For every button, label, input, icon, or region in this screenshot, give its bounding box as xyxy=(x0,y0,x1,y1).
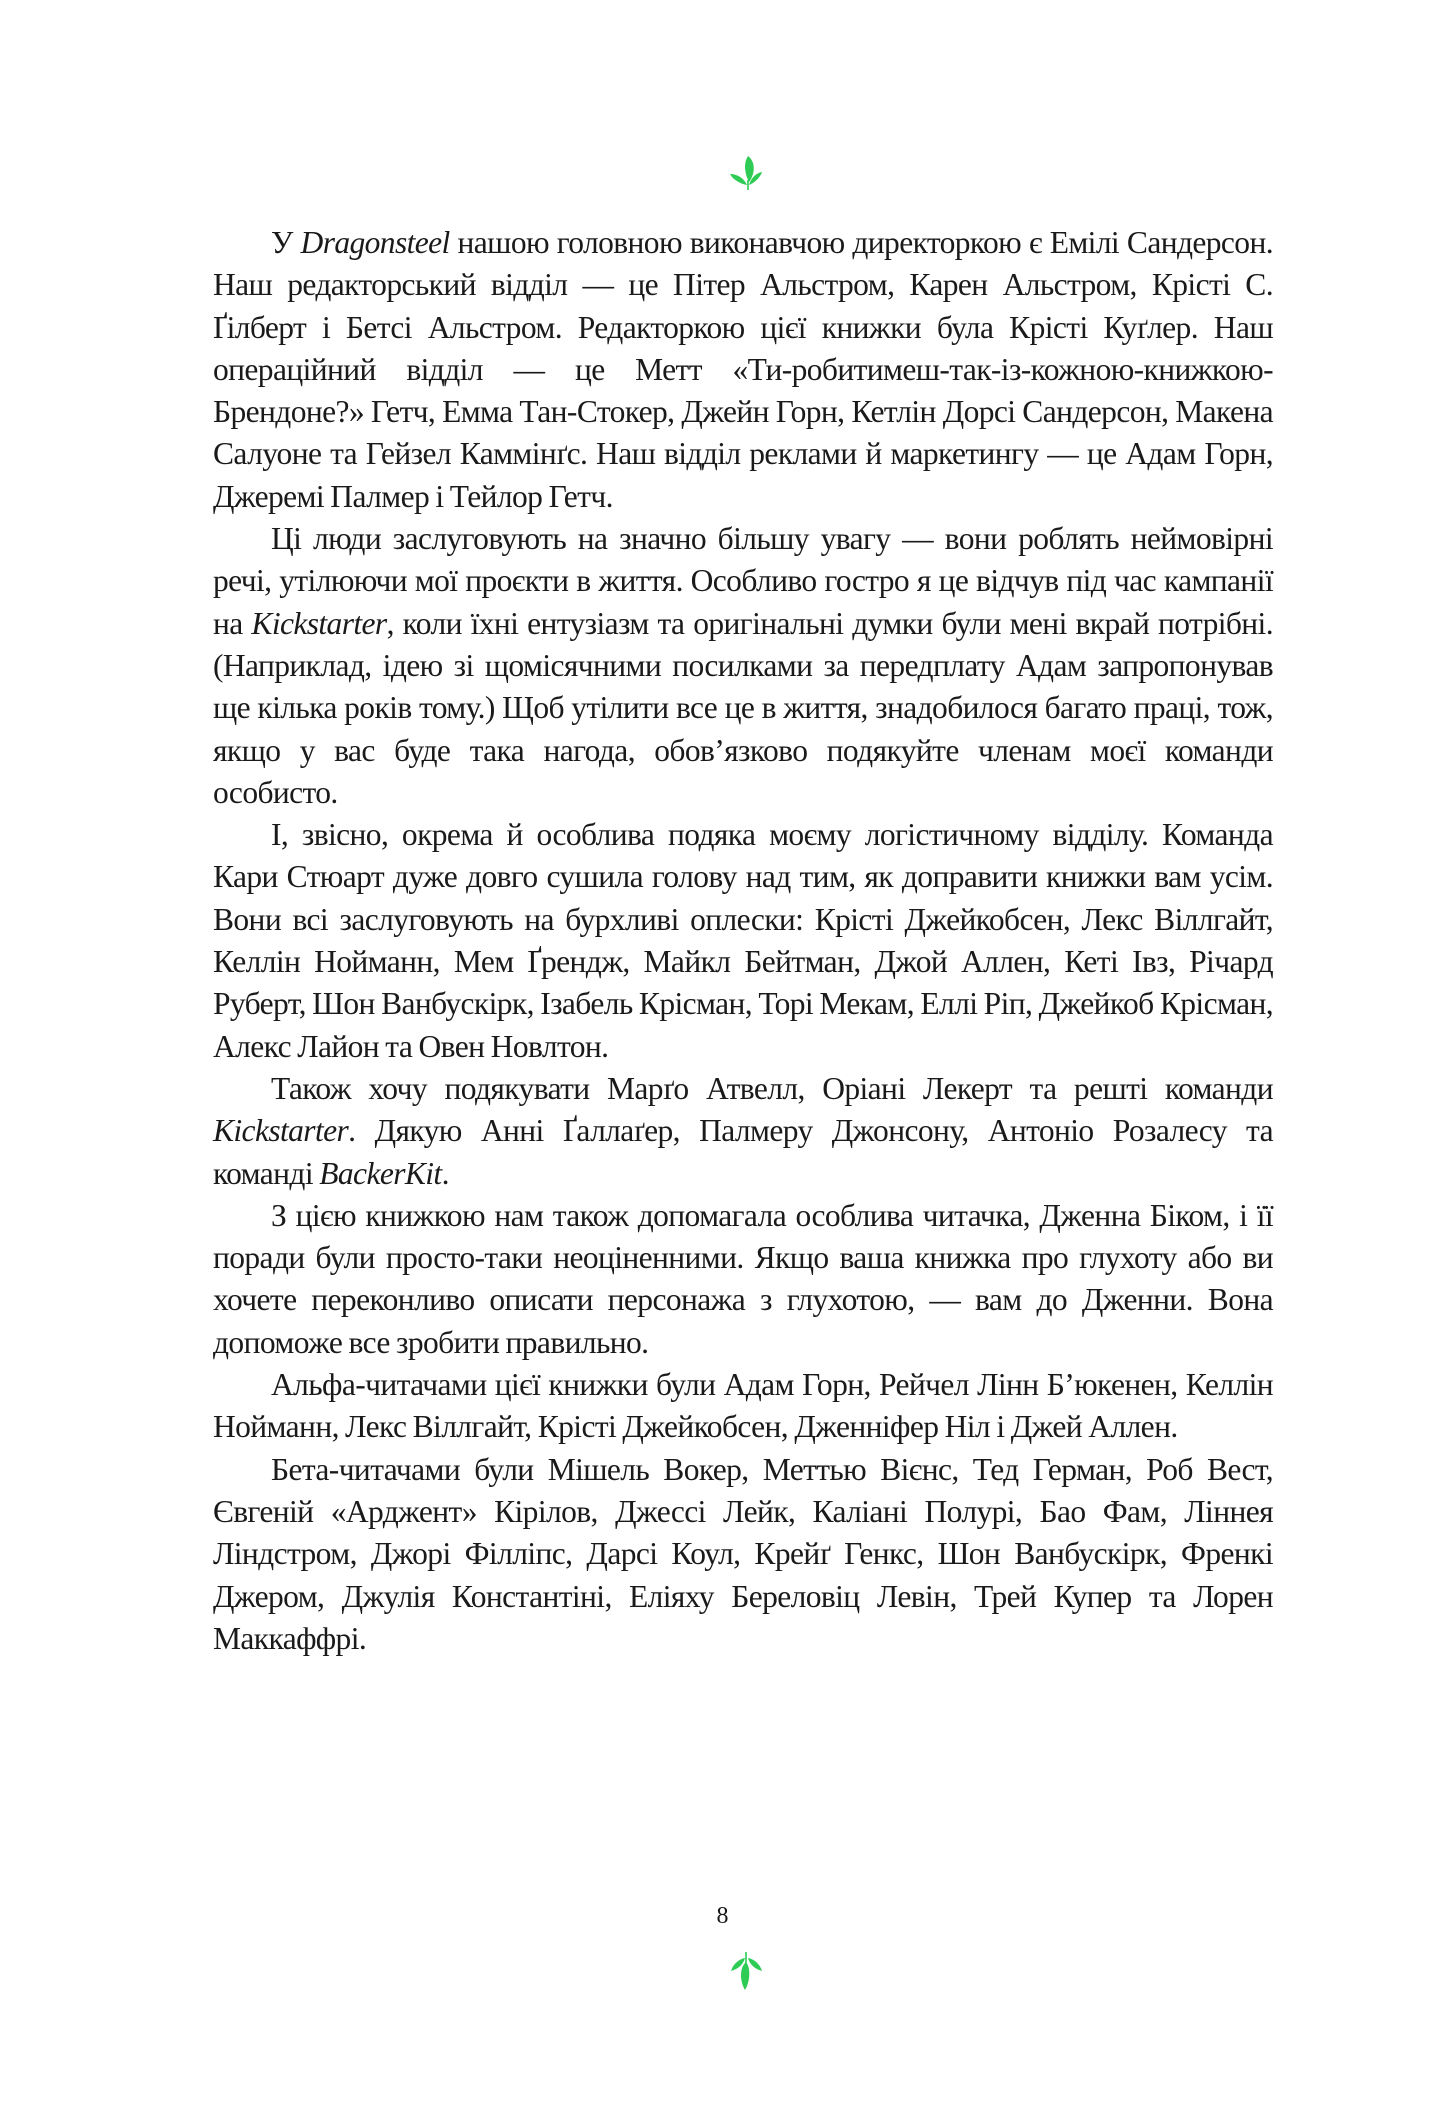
text-segment: І, звісно, окрема й особлива подяка моєму логістичному відділу. Команда Кари Стюарт дуже довго сушила голову над тим, як доправити книжки вам усім. Вони всі заслуговують на бурхливі оплески: Крісті Джейкобсен, Лекс Віллгайт, Келлін Нойманн, Мем Ґрендж, Майкл Бейтман, Джой Аллен, Кеті Івз, Річард Руберт, Шон Ванбускірк, Ізабель Крісман, Торі Мекам, Еллі Ріп, Джейкоб Крісман, Алекс Лайон та Овен Новлтон. xyxy=(213,817,1273,1064)
text-segment: Альфа-читачами цієї книжки були Адам Горн, Рейчел Лінн Б’юкенен, Келлін Нойманн, Лекс Віллгайт, Крісті Джейкобсен, Дженніфер Ніл і Джей Аллен. xyxy=(213,1367,1273,1445)
text-segment-italic: BackerKit xyxy=(319,1155,442,1191)
paragraph-beta-readers xyxy=(213,1449,1273,1660)
sprout-leaf-icon xyxy=(727,152,767,192)
text-segment: Також хочу подякувати Марґо Атвелл, Оріані Лекерт та решті команди xyxy=(271,1070,1273,1106)
text-segment: Ці люди заслуговують на значно більшу увагу — вони роблять неймовірні речі, утілюючи мої проєкти в життя. Особливо гостро я це відчув під час кампанії на xyxy=(213,521,1273,641)
text-segment: , коли їхні ентузіазм та оригінальні думки були мені вкрай потрібні. (Наприклад, ідею зі щомісячними посилками за передплату Адам запропонував ще кілька років тому.) Щоб утілити все це в життя, знадобилося багато праці, тож, якщо у вас буде така нагода, обов’язково подякуйте членам моєї команди особисто. xyxy=(213,605,1273,810)
paragraph-kickstarter-campaign xyxy=(213,518,1273,814)
sprout-leaf-inverted-icon xyxy=(727,1950,767,1994)
paragraph-kickstarter-backerkit xyxy=(213,1068,1273,1195)
paragraph-dragonsteel-team xyxy=(213,222,1273,518)
paragraph-logistics-team xyxy=(213,814,1273,1068)
text-segment: . xyxy=(441,1155,449,1191)
page-number: 8 xyxy=(716,1903,729,1929)
text-segment: У xyxy=(271,225,301,260)
document-body xyxy=(213,222,1273,1660)
text-segment-italic: Dragonsteel xyxy=(300,225,450,260)
paragraph-sensitivity-reader xyxy=(213,1195,1273,1364)
text-segment: Бета-читачами були Мішель Вокер, Меттью Вієнс, Тед Герман, Роб Вест, Євгеній «Арджент» Кірілов, Джессі Лейк, Каліані Полурі, Бао Фам, Ліннея Ліндстром, Джорі Філліпс, Дарсі Коул, Крейґ Генкс, Шон Ванбускірк, Френкі Джером, Джулія Константіні, Еліяху Береловіц Левін, Трей Купер та Лорен Маккаффрі. xyxy=(213,1451,1273,1656)
text-segment: З цією книжкою нам також допомагала особлива читачка, Дженна Біком, і її поради були просто-таки неоціненними. Якщо ваша книжка про глухоту або ви хочете переконливо описати персонажа з глухотою, — вам до Дженни. Вона допоможе все зробити правильно. xyxy=(213,1197,1273,1360)
text-segment: . Дякую Анні Ґаллаґер, Палмеру Джонсону, Антоніо Розалесу та команді xyxy=(213,1113,1273,1191)
text-segment-italic: Kickstarter xyxy=(251,605,387,641)
text-segment-italic: Kickstarter xyxy=(213,1113,349,1149)
text-segment: нашою головною виконавчою директоркою є Емілі Сандерсон. Наш редакторський відділ — це Пітер Альстром, Карен Альстром, Крісті С. Ґілберт і Бетсі Альстром. Редакторкою цієї книжки була Крісті Куґлер. Наш операційний відділ — це Метт «Ти-робитимеш-так-із-кожною-книжкою-Брендоне?» Гетч, Емма Тан-Стокер, Джейн Горн, Кетлін Дорсі Сандерсон, Макена Салуоне та Гейзел Каммінґс. Наш відділ реклами й маркетингу — це Адам Горн, Джеремі Палмер і Тейлор Гетч. xyxy=(213,225,1273,514)
paragraph-alpha-readers xyxy=(213,1364,1273,1449)
